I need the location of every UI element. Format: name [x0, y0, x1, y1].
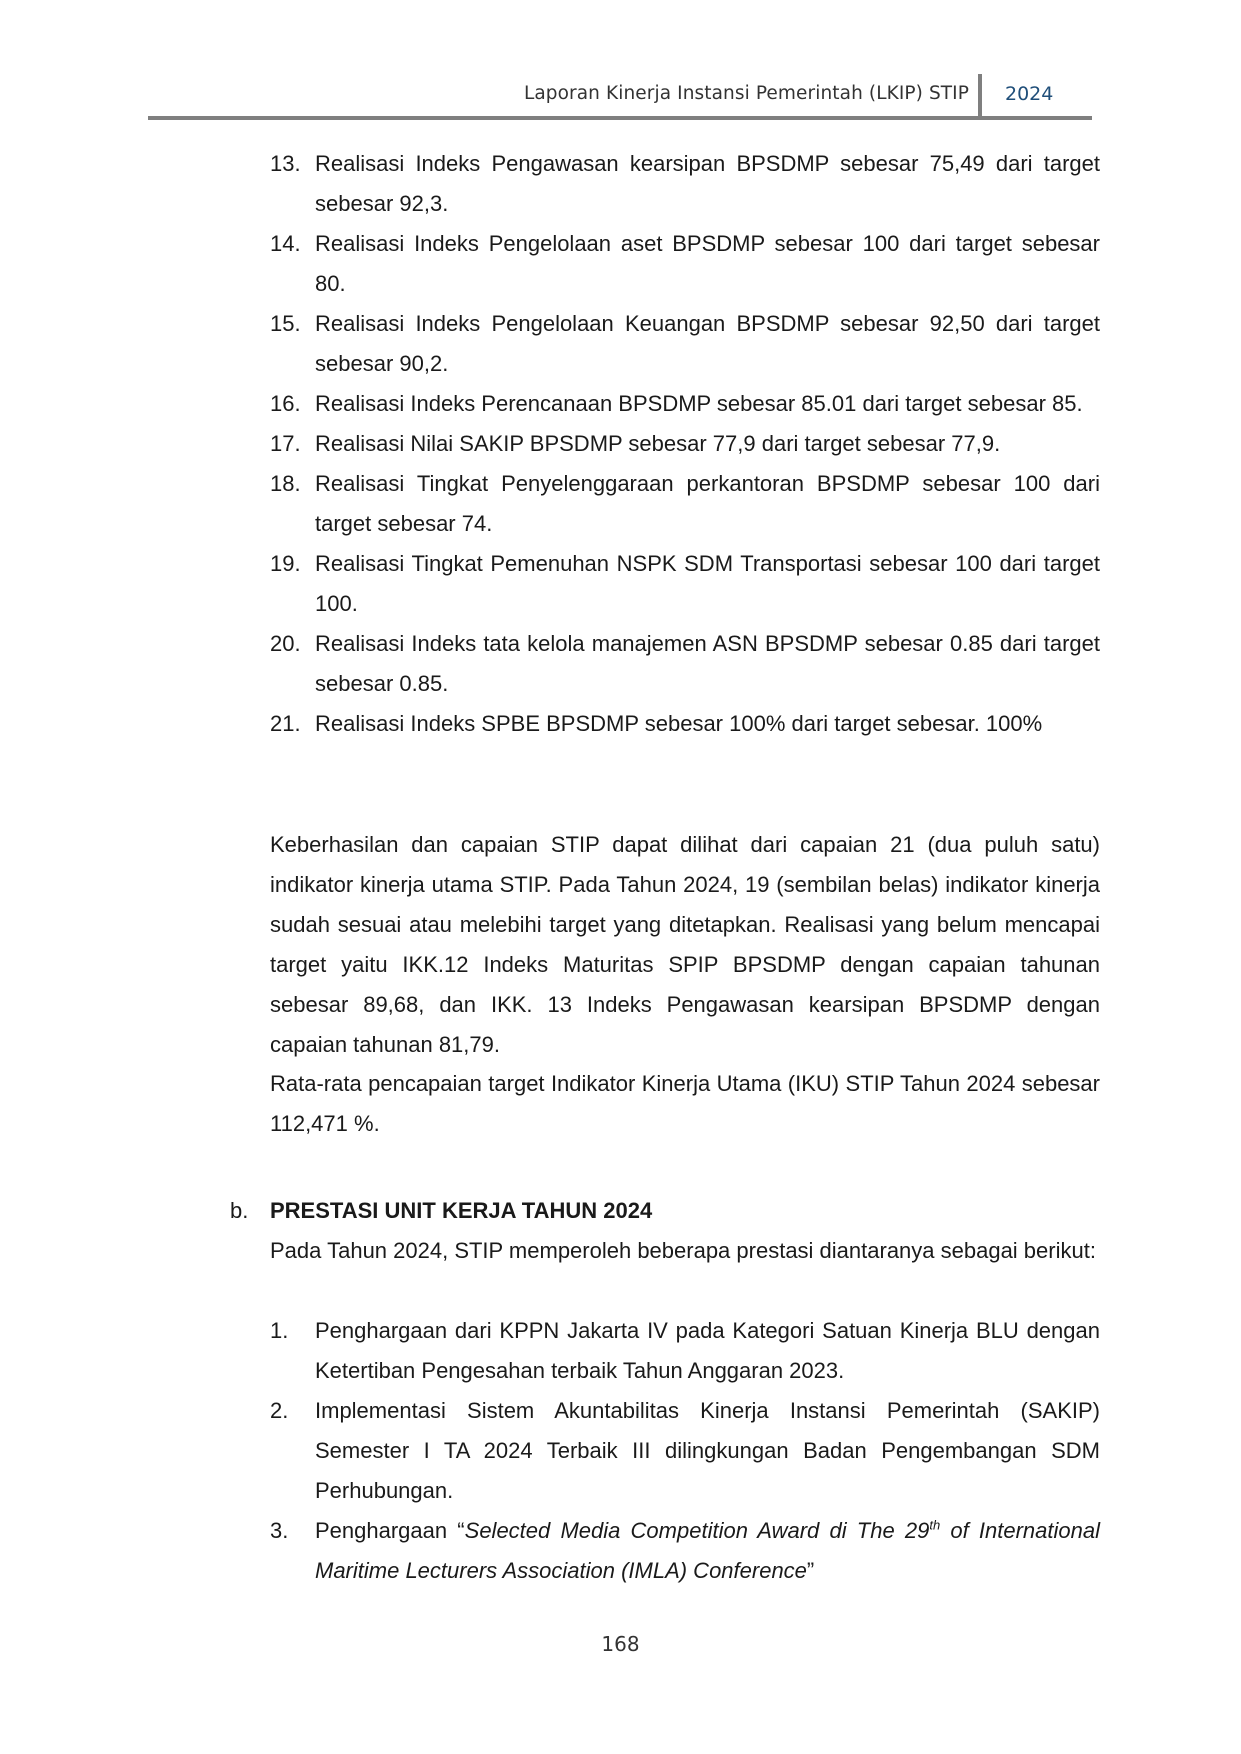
list-item-number: 13.: [270, 151, 301, 176]
header-divider: [978, 74, 982, 119]
summary-paragraph: Keberhasilan dan capaian STIP dapat dilihat dari capaian 21 (dua puluh satu) indikator kinerja utama STIP. Pada Tahun 2024, 19 (sembilan belas) indikator kinerja sudah sesuai atau melebihi target yang ditetapkan. Realisasi yang belum mencapai target yaitu IKK.12 Indeks Maturitas SPIP BPSDMP dengan capaian tahunan sebesar 89,68, dan IKK. 13 Indeks Pengawasan kearsipan BPSDMP dengan capaian tahunan 81,79.: [270, 832, 1100, 1057]
list-item: [270, 624, 1100, 704]
award-prefix: Penghargaan “: [315, 1518, 465, 1543]
list-item-number: 17.: [270, 431, 301, 456]
award-name-part-2: of International Maritime Lecturers Association (IMLA) Conference: [315, 1518, 1100, 1583]
list-item: [270, 224, 1100, 304]
list-item: [270, 544, 1100, 624]
list-item: [270, 304, 1100, 384]
section-letter: b.: [230, 1198, 249, 1223]
list-item-text: Realisasi Tingkat Penyelenggaraan perkantoran BPSDMP sebesar 100 dari target sebesar 74.: [315, 471, 1100, 536]
list-item-text: Realisasi Indeks tata kelola manajemen ASN BPSDMP sebesar 0.85 dari target sebesar 0.85.: [315, 631, 1100, 696]
award-name-part-1: Selected Media Competition Award di The 29: [464, 1518, 930, 1543]
list-item-number: 3.: [270, 1518, 289, 1543]
list-item-number: 18.: [270, 471, 301, 496]
list-item-number: 21.: [270, 711, 301, 736]
indicator-list: [270, 144, 1100, 744]
list-item-number: 19.: [270, 551, 301, 576]
list-item-number: 20.: [270, 631, 301, 656]
header-title: Laporan Kinerja Instansi Pemerintah (LKIP) STIP: [523, 83, 969, 104]
list-item-text: Realisasi Indeks Perencanaan BPSDMP sebesar 85.01 dari target sebesar 85.: [315, 391, 1083, 416]
list-item-text: Realisasi Indeks Pengawasan kearsipan BPSDMP sebesar 75,49 dari target sebesar 92,3.: [315, 151, 1100, 216]
list-item-text: Implementasi Sistem Akuntabilitas Kinerja Instansi Pemerintah (SAKIP) Semester I TA 2024 Terbaik III dilingkungan Badan Pengembangan SDM Perhubungan.: [315, 1398, 1100, 1503]
section-intro: Pada Tahun 2024, STIP memperoleh beberapa prestasi diantaranya sebagai berikut:: [270, 1238, 1096, 1263]
list-item-text: Realisasi Indeks Pengelolaan Keuangan BPSDMP sebesar 92,50 dari target sebesar 90,2.: [315, 311, 1100, 376]
list-item: [270, 384, 1100, 424]
list-item-number: 1.: [270, 1318, 289, 1343]
list-item: [270, 1311, 1100, 1391]
header-rule: [148, 116, 1092, 120]
list-item: [270, 144, 1100, 224]
header-year: 2024: [1005, 83, 1054, 105]
average-paragraph: Rata-rata pencapaian target Indikator Kinerja Utama (IKU) STIP Tahun 2024 sebesar 112,471 %.: [270, 1071, 1100, 1136]
list-item: [270, 1511, 1100, 1591]
list-item-text: Realisasi Indeks Pengelolaan aset BPSDMP sebesar 100 dari target sebesar 80.: [315, 231, 1100, 296]
page-number: 168: [601, 1632, 640, 1656]
list-item-number: 16.: [270, 391, 301, 416]
award-suffix: ”: [806, 1558, 815, 1583]
list-item-text: Penghargaan dari KPPN Jakarta IV pada Kategori Satuan Kinerja BLU dengan Ketertiban Pengesahan terbaik Tahun Anggaran 2023.: [315, 1318, 1100, 1383]
list-item-text: Realisasi Tingkat Pemenuhan NSPK SDM Transportasi sebesar 100 dari target 100.: [315, 551, 1100, 616]
list-item: [270, 424, 1100, 464]
list-item: [270, 464, 1100, 544]
list-item: [270, 1391, 1100, 1511]
section-title: PRESTASI UNIT KERJA TAHUN 2024: [270, 1198, 653, 1223]
list-item-number: 2.: [270, 1398, 289, 1423]
list-item-text: Realisasi Indeks SPBE BPSDMP sebesar 100% dari target sebesar. 100%: [315, 711, 1043, 736]
list-item-number: 14.: [270, 231, 301, 256]
achievement-list: [270, 1311, 1100, 1591]
list-item-number: 15.: [270, 311, 301, 336]
ordinal-superscript: th: [929, 1517, 941, 1533]
list-item-text: [315, 1511, 1100, 1591]
list-item-text: Realisasi Nilai SAKIP BPSDMP sebesar 77,9 dari target sebesar 77,9.: [315, 431, 1001, 456]
list-item: [270, 704, 1100, 744]
